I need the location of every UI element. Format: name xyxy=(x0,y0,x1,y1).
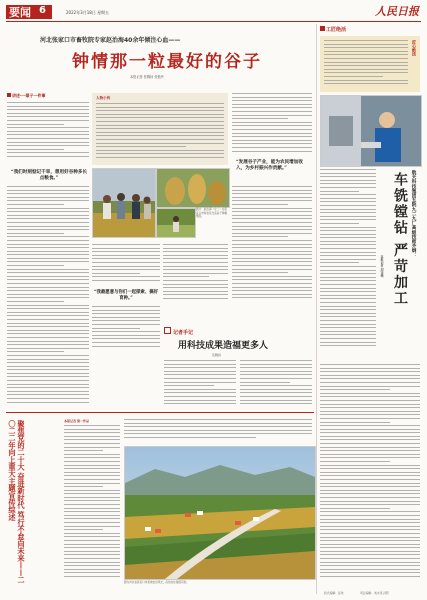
main-kicker: 河北张家口市畜牧院专家赵治海40余年倾注心血—— xyxy=(40,37,181,44)
column-label-icon xyxy=(320,26,325,31)
section-intro-icon xyxy=(7,93,11,97)
profile-box-text xyxy=(96,103,224,161)
bottom-body-text-1 xyxy=(64,425,120,590)
bottom-divider xyxy=(6,412,314,413)
bottom-body-text-2 xyxy=(124,419,312,443)
main-photo xyxy=(92,168,156,238)
right-body-text-2 xyxy=(232,186,312,306)
right-byline: 本报记者 刘诗瑶 xyxy=(380,255,384,278)
landscape-photo xyxy=(124,446,316,580)
right-body-text-1 xyxy=(232,93,312,157)
footer-editor: 责任编辑：刘永涛 孙阳 xyxy=(360,591,389,595)
bottom-intro-label: 本报记者 第一作品 xyxy=(64,419,90,423)
page-number: 6 xyxy=(39,5,46,16)
quote-1: “我们时刻惦记干旱，想用好谷种多长点粮食。” xyxy=(10,170,88,181)
column-label xyxy=(320,26,346,33)
commentary-title: 用科技成果造福更多人 xyxy=(178,341,269,351)
right-column-divider xyxy=(316,24,317,594)
landscape-caption: 图为河北省张家口市某地农田风光，沿线村庄错落有致。 xyxy=(124,581,189,584)
section-intro-label xyxy=(7,93,46,99)
section-name: 要闻 xyxy=(9,6,31,19)
mid-body-text-2 xyxy=(92,306,160,350)
commentary-label xyxy=(164,327,193,336)
craftsman-photo xyxy=(320,95,422,167)
quote-2: “发展谷子产业，能为农民增加收入，为乡村振兴作贡献。” xyxy=(236,160,303,171)
right-column-text-2 xyxy=(320,364,420,586)
commentary-author: 张腾扬 xyxy=(212,353,222,357)
profile-box-label: 人物小传 xyxy=(96,96,111,100)
right-column-text-1 xyxy=(320,169,376,359)
column-label-text: 工匠绝活 xyxy=(326,27,347,33)
left-body-text-2 xyxy=(7,186,89,408)
mid-body-text-1 xyxy=(92,244,160,284)
right-kicker: 航天科技集团五院九二九厂高级技师齐炯： xyxy=(411,170,416,258)
commentary-text-2 xyxy=(240,360,312,408)
masthead-logo: 人民日报 xyxy=(375,5,419,18)
quote-3: “我最愿意与你们一起探索、搞好育种。” xyxy=(94,290,158,301)
intro-box-text xyxy=(324,40,408,88)
section-intro-text: 讲述·一辈子一件事 xyxy=(12,93,46,98)
header-date: 2022年3月18日 星期五 xyxy=(66,10,110,15)
page-header xyxy=(6,3,421,22)
main-title: 钟情那一粒最好的谷子 xyxy=(72,52,262,72)
grain-photo xyxy=(156,168,230,208)
right-title: 车铣镗钻 严苛加工 xyxy=(392,172,408,307)
bottom-vertical-title: 聚焦党的二十大 奋进新时代 笃行不怠向未来——二〇二二年向上重大主题宣传综述 xyxy=(8,420,26,584)
commentary-icon xyxy=(164,327,171,334)
commentary-label-text: 记者手记 xyxy=(173,330,194,336)
mid-body-text-3 xyxy=(163,244,228,304)
photo-caption: 图片：赵治海（左二）在张家口市和农民交流谷子种植情况。 xyxy=(196,208,228,219)
footer-page-editor: 版式编辑：张欢 xyxy=(324,591,344,595)
commentary-text-1 xyxy=(164,360,236,408)
main-byline: 本报记者 张腾扬 张艳玲 xyxy=(130,75,164,79)
intro-box xyxy=(320,36,420,92)
field-photo xyxy=(156,208,196,238)
intro-box-label: 匠心绝技 xyxy=(412,40,417,56)
left-body-text-1 xyxy=(7,102,89,164)
